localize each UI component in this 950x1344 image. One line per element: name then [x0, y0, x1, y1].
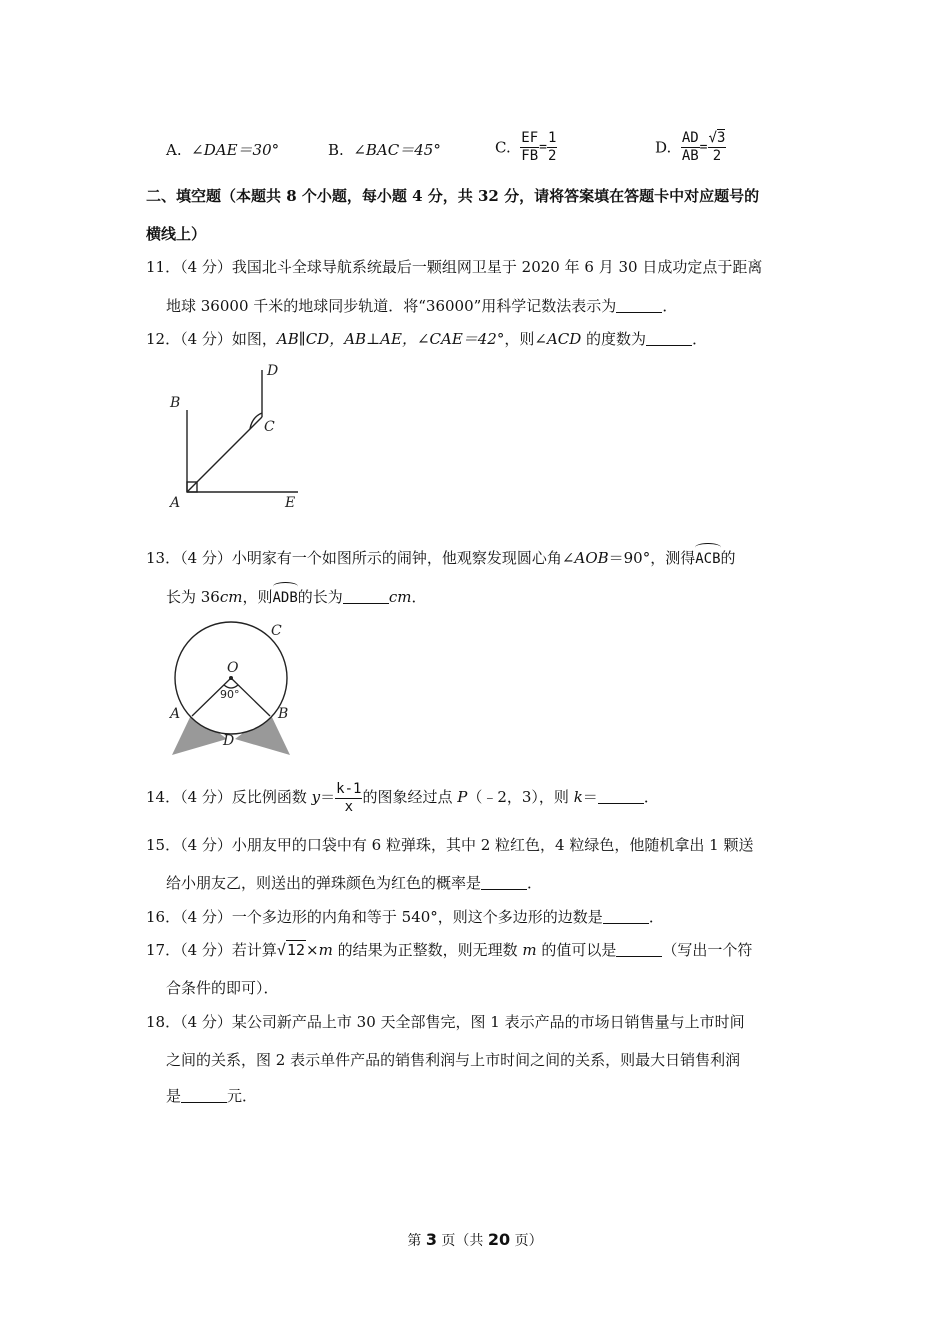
q14-text: 14．（4 分）反比例函数 y＝ $\frac{k-1}{x}$ 的图象经过点 P（﹣2，3），则 k＝ ．: [146, 780, 659, 815]
q11-line1: 11．（4 分）我国北斗全球导航系统最后一颗组网卫星于 2020 年 6 月 30 日成功定点于距离: [146, 258, 763, 276]
q18-line1: 18．（4 分）某公司新产品上市 30 天全部售完，图 1 表示产品的市场日销售量与上市时间: [146, 1013, 745, 1031]
q12-label-c: C: [264, 419, 275, 435]
q18-answer-blank: [181, 1088, 227, 1103]
option-c-equals: =: [539, 140, 547, 155]
option-c-fraction-right: $\frac{1}{2}$: [547, 130, 557, 164]
option-c: [495, 130, 557, 165]
q14-answer-blank: [598, 789, 644, 804]
q15-answer-blank: [481, 875, 527, 890]
q11-answer-blank: [616, 298, 662, 313]
option-a-text: ∠DAE＝30°: [191, 141, 280, 159]
option-d-fraction-right: $\frac{√3}{2}$: [708, 130, 726, 164]
option-b: [328, 139, 441, 160]
q12-label-d: D: [267, 363, 279, 379]
q11-line2: 地球 36000 千米的地球同步轨道．将“36000”用科学记数法表示为 ．: [166, 297, 678, 315]
q16-text: 16．（4 分）一个多边形的内角和等于 540°，则这个多边形的边数是 ．: [146, 908, 664, 926]
q12-label-b: B: [170, 395, 181, 411]
page-total: 20: [487, 1230, 511, 1249]
q13-arc-adb: ADB: [273, 584, 298, 608]
q17-line1: 17．（4 分）若计算√12×m 的结果为正整数，则无理数 m 的值可以是 （写出一个符: [146, 941, 753, 959]
q12-label-a: A: [170, 495, 181, 511]
q12-answer-blank: [646, 331, 692, 346]
page-number: 3: [425, 1230, 437, 1249]
q13-label-c: C: [271, 623, 282, 639]
q13-center-dot: [229, 676, 233, 680]
option-a: [166, 139, 279, 160]
q12-label-e: E: [285, 495, 296, 511]
q13-label-a: A: [170, 706, 181, 722]
q16-answer-blank: [603, 909, 649, 924]
q15-line1: 15．（4 分）小朋友甲的口袋中有 6 粒弹珠，其中 2 粒红色，4 粒绿色，他随机拿出 1 颗送: [146, 836, 754, 854]
q13-label-b: B: [278, 706, 289, 722]
q12-figure: [160, 355, 320, 515]
q13-label-o: O: [227, 660, 239, 676]
option-d-label: D.: [655, 138, 672, 157]
option-d-equals: =: [699, 140, 708, 155]
q18-line3: 是 元．: [166, 1087, 258, 1105]
q13-line1: 13．（4 分）小明家有一个如图所示的闹钟，他观察发现圆心角∠AOB＝90°，测得ACB的: [146, 545, 736, 569]
q18-line2: 之间的关系，图 2 表示单件产品的销售利润与上市时间之间的关系，则最大日销售利润: [166, 1051, 741, 1069]
q17-line2: 合条件的即可）．: [166, 979, 279, 997]
option-d: [655, 130, 726, 165]
q13-answer-blank: [343, 589, 389, 604]
option-c-label: C.: [495, 138, 511, 157]
q13-label-d: D: [223, 733, 235, 749]
q13-arc-acb: ACB: [695, 545, 720, 569]
option-d-fraction-left: $\frac{AD}{AB}$: [681, 130, 699, 164]
q13-line2: 长为 36cm，则ADB的长为 cm．: [166, 584, 426, 608]
option-b-text: ∠BAC＝45°: [353, 141, 441, 159]
option-a-label: A.: [166, 141, 182, 159]
section-heading-line2: 横线上）: [146, 225, 207, 243]
q12-text: 12．（4 分）如图，AB∥CD，AB⊥AE，∠CAE＝42°，则∠ACD 的度数为 ．: [146, 330, 708, 348]
option-b-label: B.: [328, 141, 344, 159]
q15-line2: 给小朋友乙，则送出的弹珠颜色为红色的概率是 ．: [166, 874, 543, 892]
q14-fraction: $\frac{k-1}{x}$: [336, 780, 362, 815]
section-heading-line1: 二、填空题（本题共 8 个小题，每小题 4 分，共 32 分，请将答案填在答题卡中对应题号的: [146, 187, 760, 205]
page-footer: 第 3 页（共 20 页）: [407, 1230, 543, 1249]
q17-radicand: 12: [286, 941, 305, 959]
q13-angle-label: 90°: [220, 688, 240, 701]
q17-answer-blank: [616, 942, 662, 957]
option-c-fraction-left: $\frac{EF}{FB}$: [521, 130, 539, 164]
q13-figure: [162, 615, 302, 760]
